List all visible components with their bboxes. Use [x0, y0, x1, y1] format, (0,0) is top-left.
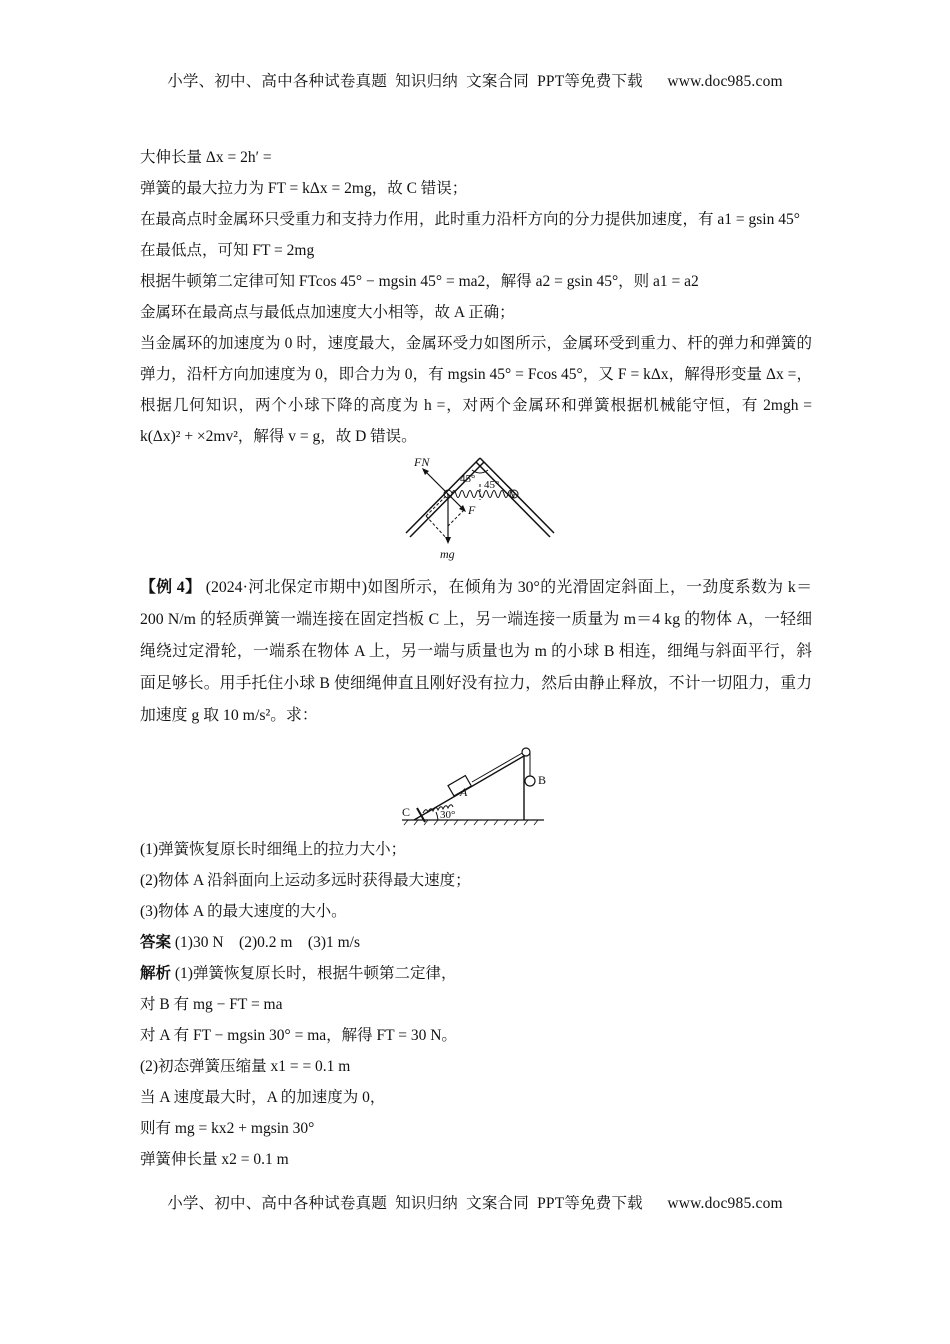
- analysis-line: 弹簧伸长量 x2 = 0.1 m: [140, 1151, 289, 1168]
- label-45-right: 45°: [484, 479, 500, 491]
- label-f: F: [468, 503, 476, 517]
- solution-line: 金属环在最高点与最低点加速度大小相等，故 A 正确；: [140, 304, 515, 321]
- analysis-label: 解析: [140, 965, 172, 982]
- label-fn: FN: [414, 455, 430, 469]
- incline-pulley-diagram: [398, 734, 548, 826]
- document-body: [140, 142, 812, 1175]
- analysis-line: 当 A 速度最大时，A 的加速度为 0，: [140, 1089, 386, 1106]
- label-angle: 30°: [440, 809, 456, 821]
- question-line: (3)物体 A 的最大速度的大小。: [140, 903, 347, 920]
- example-problem: [140, 572, 812, 732]
- label-mg: mg: [440, 547, 455, 561]
- analysis-line: (2)初态弹簧压缩量 x1 = = 0.1 m: [140, 1058, 351, 1075]
- analysis-text: (1)弹簧恢复原长时，根据牛顿第二定律，: [174, 965, 457, 982]
- incline-figure: [140, 732, 812, 832]
- example-text: (2024·河北保定市期中)如图所示，在倾角为 30°的光滑固定斜面上，一劲度系数为 k＝200 N/m 的轻质弹簧一端连接在固定挡板 C 上，另一端连接一质量为 m＝4 kg 的物体 A，一轻细绳绕过定滑轮，一端系在物体 A 上，另一端与质量也为 m 的小球 B 相连，细绳与斜面平行，斜面足够长。用手托住小球 B 使细绳伸直且刚好没有拉力，然后由静止释放，不计一切阻力，重力加速度 g 取 10 m/s²。求：: [140, 579, 812, 724]
- analysis-line: 对 A 有 FT − mgsin 30° = ma，解得 FT = 30 N。: [140, 1027, 457, 1044]
- page-footer: 小学、初中、高中各种试卷真题 知识归纳 文案合同 PPT等免费下载 www.doc985.com: [167, 1195, 783, 1212]
- solution-line: 大伸长量 Δx = 2h′ =: [140, 149, 272, 166]
- ring-force-diagram: [394, 454, 574, 566]
- answer-text: (1)30 N (2)0.2 m (3)1 m/s: [174, 934, 361, 951]
- solution-line: 弹簧的最大拉力为 FT = kΔx = 2mg，故 C 错误；: [140, 180, 468, 197]
- example-tag: 【例 4】: [140, 579, 202, 596]
- answer-label: 答案: [140, 934, 172, 951]
- analysis-line: [140, 958, 812, 989]
- force-diagram-figure: [140, 454, 812, 566]
- analysis-line: 对 B 有 mg − FT = ma: [140, 996, 283, 1013]
- solution-line: 根据牛顿第二定律可知 FTcos 45° − mgsin 45° = ma2，解得 a2 = gsin 45°，则 a1 = a2: [140, 273, 699, 290]
- analysis-line: 则有 mg = kx2 + mgsin 30°: [140, 1120, 315, 1137]
- label-c: C: [402, 805, 411, 819]
- label-45-left: 45°: [460, 473, 476, 485]
- solution-line: 在最高点时金属环只受重力和支持力作用，此时重力沿杆方向的分力提供加速度，有 a1 = gsin 45°: [140, 211, 800, 228]
- question-line: (1)弹簧恢复原长时细绳上的拉力大小；: [140, 841, 407, 858]
- solution-line: 当金属环的加速度为 0 时，速度最大，金属环受力如图所示，金属环受到重力、杆的弹力和弹簧的弹力，沿杆方向加速度为 0，即合力为 0，有 mgsin 45° = Fcos 45°，又 F = kΔx，解得形变量 Δx =，根据几何知识，两个小球下降的高度为 h =，对两个金属环和弹簧根据机械能守恒，有 2mgh = k(Δx)² + ×2mv²，解得 v = g，故 D 错误。: [140, 335, 812, 445]
- page-header: 小学、初中、高中各种试卷真题 知识归纳 文案合同 PPT等免费下载 www.doc985.com: [167, 73, 783, 90]
- label-a: A: [460, 785, 468, 799]
- answer-line: [140, 927, 812, 958]
- label-b: B: [538, 773, 547, 787]
- solution-line: 在最低点，可知 FT = 2mg: [140, 242, 315, 259]
- question-line: (2)物体 A 沿斜面向上运动多远时获得最大速度；: [140, 872, 471, 889]
